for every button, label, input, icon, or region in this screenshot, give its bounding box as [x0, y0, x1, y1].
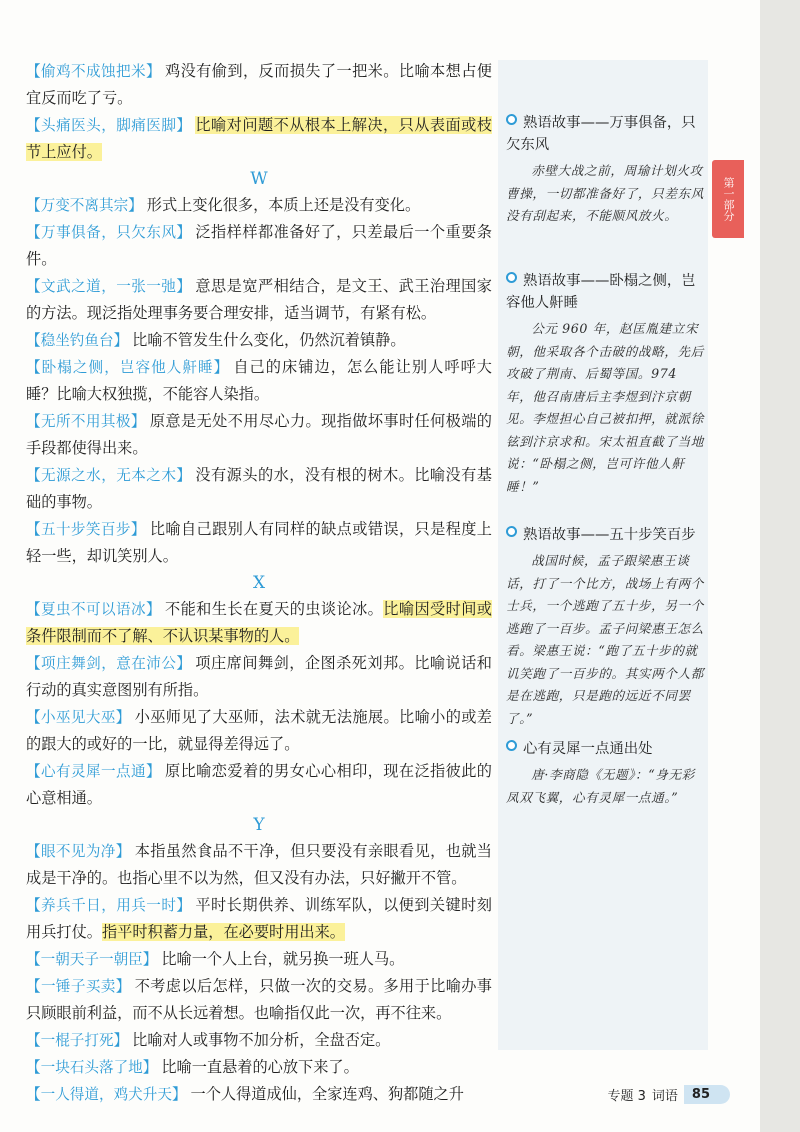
idiom-definition: 平时长期供养、训练军队，以便到关键时刻用兵打仗。: [26, 896, 492, 941]
story-body: 战国时候，孟子跟梁惠王谈话，打了一个比方，战场上有两个士兵，一个逃跑了五十步，另一个逃跑了一百步。孟子问梁惠王怎么看。梁惠王说：“跑了五十步的就讥笑跑了一百步的。其实两个人都是在逃跑，只是跑的远近不同罢了。”: [506, 553, 704, 726]
letter-heading-x: X: [252, 573, 266, 593]
idiom-definition: 泛指样样都准备好了，只差最后一个重要条件。: [26, 223, 492, 268]
idiom-definition: 本指虽然食品不干净，但只要没有亲眼看见，也就当成是干净的。也指心里不以为然，但又没有办法，只好撇开不管。: [26, 842, 492, 887]
entry: [26, 838, 492, 892]
entry: [26, 219, 492, 273]
idiom-term: 【稳坐钓鱼台】: [26, 332, 129, 349]
entry: [26, 946, 492, 973]
entry: [26, 354, 492, 408]
highlighted-definition: 比喻因受时间或条件限制而不了解、不认识某事物的人。: [26, 600, 492, 645]
page-footer: [607, 1085, 730, 1104]
story-title: [506, 524, 706, 546]
idiom-definition: 小巫师见了大巫师，法术就无法施展。比喻小的或差的跟大的或好的一比，就显得差得远了。: [26, 708, 492, 753]
story-body: 公元 960 年，赵匡胤建立宋朝，他采取各个击破的战略，先后攻破了荆南、后蜀等国。974 年，他召南唐后主李煜到汴京朝见。李煜担心自己被扣押，就派徐铉到汴京求和。宋太祖直截了当地说：“卧榻之侧，岂可许他人鼾睡！”: [506, 321, 704, 494]
story-title-text: 熟语故事——万事俱备，只欠东风: [506, 115, 696, 153]
idiom-term: 【偷鸡不成蚀把米】: [26, 63, 161, 80]
entry: [26, 704, 492, 758]
section-tab: 第一部分: [712, 160, 744, 238]
story-box: [506, 524, 706, 730]
idiom-definition: 比喻自己跟别人有同样的缺点或错误，只是程度上轻一些，却讥笑别人。: [26, 520, 492, 565]
idiom-term: 【小巫见大巫】: [26, 709, 131, 726]
main-column: [26, 58, 492, 1108]
idiom-definition: 一个人得道成仙，全家连鸡、狗都随之升: [190, 1085, 464, 1103]
story-box: [506, 738, 706, 809]
idiom-term: 【眼不见为净】: [26, 843, 131, 860]
idiom-definition: 不能和生长在夏天的虫谈论冰。: [164, 600, 384, 618]
idiom-term: 【心有灵犀一点通】: [26, 763, 161, 780]
idiom-definition: 形式上变化很多，本质上还是没有变化。: [146, 196, 421, 214]
story-title: [506, 738, 706, 760]
story-title: [506, 112, 706, 156]
highlighted-definition: 比喻对问题不从根本上解决，只从表面或枝节上应付。: [26, 116, 492, 161]
idiom-definition: 没有源头的水，没有根的树木。比喻没有基础的事物。: [26, 466, 492, 511]
entry: [26, 1081, 492, 1108]
bullet-icon: [506, 114, 517, 125]
entry: [26, 192, 492, 219]
idiom-term: 【无所不用其极】: [26, 413, 146, 430]
idiom-term: 【一块石头落了地】: [26, 1059, 158, 1076]
idiom-term: 【万事俱备，只欠东风】: [26, 224, 192, 241]
idiom-term: 【项庄舞剑，意在沛公】: [26, 655, 192, 672]
footer-section: 专题 3: [607, 1089, 646, 1104]
entry: [26, 462, 492, 516]
story-title-text: 心有灵犀一点通出处: [523, 741, 653, 757]
idiom-term: 【一人得道，鸡犬升天】: [26, 1086, 187, 1103]
idiom-term: 【一锤子买卖】: [26, 978, 131, 995]
letter-heading-w: W: [250, 169, 268, 189]
idiom-term: 【五十步笑百步】: [26, 521, 146, 538]
entry: [26, 650, 492, 704]
idiom-definition: 原比喻恋爱着的男女心心相印，现在泛指彼此的心意相通。: [26, 762, 492, 807]
idiom-term: 【一棍子打死】: [26, 1032, 129, 1049]
story-box: [506, 270, 706, 498]
entry: [26, 516, 492, 570]
idiom-definition: 比喻对人或事物不加分析，全盘否定。: [132, 1031, 391, 1049]
idiom-definition: 鸡没有偷到，反而损失了一把米。比喻本想占便宜反而吃了亏。: [26, 62, 492, 107]
story-body: 赤壁大战之前，周瑜计划火攻曹操，一切都准备好了，只差东风没有刮起来，不能顺风放火。: [506, 163, 704, 223]
story-title-text: 熟语故事——五十步笑百步: [523, 527, 696, 543]
idiom-term: 【养兵千日，用兵一时】: [26, 897, 192, 914]
idiom-term: 【一朝天子一朝臣】: [26, 951, 158, 968]
idiom-definition: 比喻一个人上台，就另换一班人马。: [161, 950, 405, 968]
entry: [26, 1054, 492, 1081]
idiom-term: 【万变不离其宗】: [26, 197, 143, 214]
entry: [26, 596, 492, 650]
idiom-definition: 比喻不管发生什么变化，仍然沉着镇静。: [132, 331, 406, 349]
idiom-term: 【头痛医头，脚痛医脚】: [26, 117, 192, 134]
idiom-definition: 自己的床铺边，怎么能让别人呼呼大睡？比喻大权独揽，不能容人染指。: [26, 358, 492, 403]
footer-topic: 词语: [651, 1089, 678, 1104]
entry: [26, 273, 492, 327]
entry: [26, 892, 492, 946]
entry: [26, 973, 492, 1027]
entry: [26, 758, 492, 812]
entry: [26, 58, 492, 112]
idiom-term: 【卧榻之侧，岂容他人鼾睡】: [26, 359, 230, 376]
page-edge: [760, 0, 800, 1132]
idiom-term: 【文武之道，一张一弛】: [26, 278, 192, 295]
story-body: 唐·李商隐《无题》：“身无彩凤双飞翼，心有灵犀一点通。”: [506, 767, 695, 805]
idiom-definition: 项庄席间舞剑，企图杀死刘邦。比喻说话和行动的真实意图别有所指。: [26, 654, 492, 699]
bullet-icon: [506, 740, 517, 751]
bullet-icon: [506, 526, 517, 537]
story-title: [506, 270, 706, 314]
bullet-icon: [506, 272, 517, 283]
idiom-definition: 比喻一直悬着的心放下来了。: [161, 1058, 359, 1076]
idiom-term: 【无源之水，无本之木】: [26, 467, 192, 484]
idiom-definition: 不考虑以后怎样，只做一次的交易。多用于比喻办事只顾眼前利益，而不从长远着想。也喻指仅此一次，再不往来。: [26, 977, 492, 1022]
entry: [26, 327, 492, 354]
idiom-definition: 原意是无处不用尽心力。现指做坏事时任何极端的手段都使得出来。: [26, 412, 492, 457]
story-box: [506, 112, 706, 228]
idiom-definition: 意思是宽严相结合，是文王、武王治理国家的方法。现泛指处理事务要合理安排，适当调节，有紧有松。: [26, 277, 492, 322]
idiom-term: 【夏虫不可以语冰】: [26, 601, 161, 618]
letter-heading-y: Y: [253, 815, 265, 835]
page-number: 85: [684, 1085, 730, 1104]
entry: [26, 112, 492, 166]
entry: [26, 408, 492, 462]
entry: [26, 1027, 492, 1054]
story-title-text: 熟语故事——卧榻之侧，岂容他人鼾睡: [506, 273, 696, 311]
highlighted-definition: 指平时积蓄力量，在必要时用出来。: [101, 923, 345, 941]
